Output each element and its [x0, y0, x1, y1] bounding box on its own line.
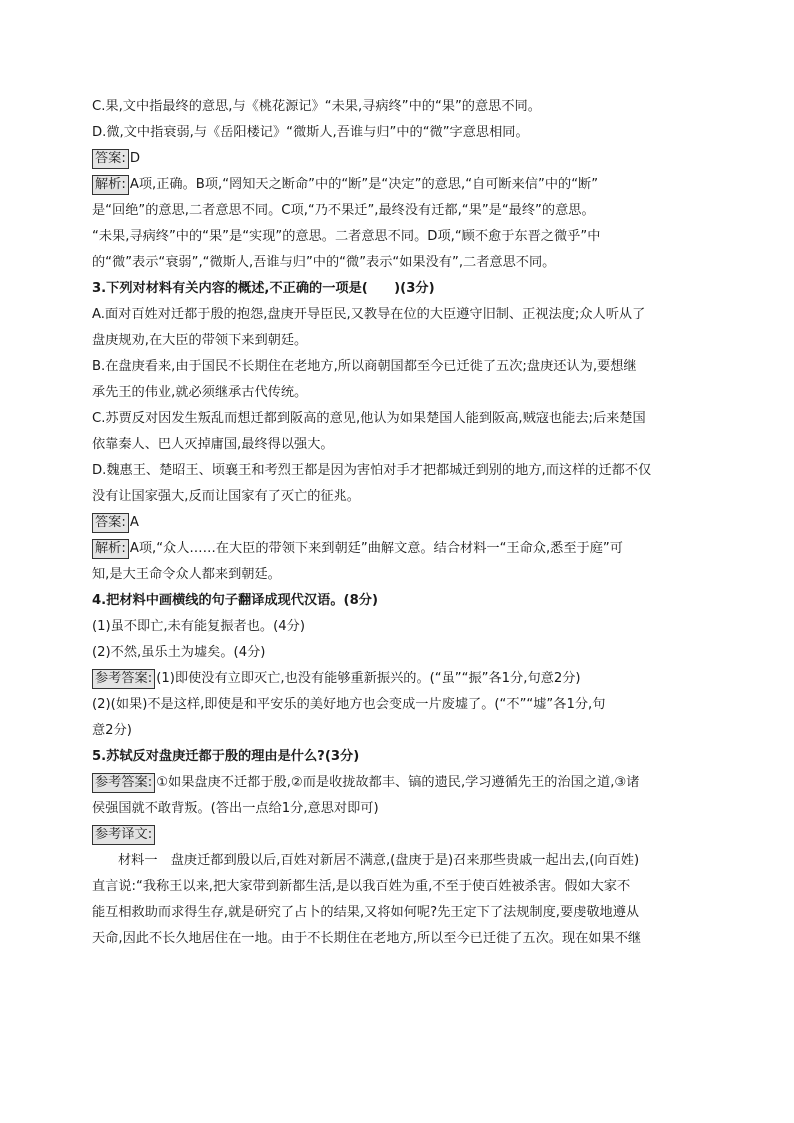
line-text: A项,“众人……在大臣的带领下来到朝廷”曲解文意。结合材料一“王命众,悉至于庭”可	[129, 541, 623, 556]
line-text: (1)虽不即亡,未有能复振者也。(4分)	[92, 619, 305, 634]
option-a	[92, 302, 700, 328]
question-4	[92, 588, 700, 614]
line-text: 直言说:“我称王以来,把大家带到新都生活,是以我百姓为重,不至于使百姓被杀害。假如大家不	[92, 879, 631, 894]
text-line	[92, 94, 700, 120]
line-text: D.微,文中指衰弱,与《岳阳楼记》“微斯人,吾谁与归”中的“微”字意思相同。	[92, 125, 529, 140]
line-text: D.魏惠王、楚昭王、顷襄王和考烈王都是因为害怕对手才把都城迁到别的地方,而这样的迁都不仅	[92, 463, 652, 478]
line-text: 的“微”表示“衰弱”,“微斯人,吾谁与归”中的“微”表示“如果没有”,二者意思不同。	[92, 255, 556, 270]
text-line	[92, 250, 700, 276]
text-line	[92, 796, 700, 822]
answer-line	[92, 510, 700, 536]
text-line	[92, 692, 700, 718]
analysis-line	[92, 172, 700, 198]
line-text: 承先王的伟业,就必须继承古代传统。	[92, 385, 308, 400]
line-text: 天命,因此不长久地居住在一地。由于不长期住在老地方,所以至今已迁徙了五次。现在如果不继	[92, 931, 642, 946]
text-line	[92, 328, 700, 354]
line-text: (2)(如果)不是这样,即使是和平安乐的美好地方也会变成一片废墟了。(“不”“墟”各1分,句	[92, 697, 606, 712]
sub-question-2	[92, 640, 700, 666]
line-text: 是“回绝”的意思,二者意思不同。C项,“乃不果迁”,最终没有迁都,“果”是“最终”的意思。	[92, 203, 595, 218]
line-text: A	[129, 515, 139, 530]
reference-answer-line	[92, 666, 700, 692]
text-line	[92, 900, 700, 926]
text-line	[92, 926, 700, 952]
analysis-tag: 解析:	[92, 175, 129, 195]
option-b	[92, 354, 700, 380]
reference-translation-tag: 参考译文:	[92, 825, 155, 845]
text-line	[92, 224, 700, 250]
question-5	[92, 744, 700, 770]
reference-answer-tag: 参考答案:	[92, 669, 155, 689]
line-text: C.果,文中指最终的意思,与《桃花源记》“未果,寻病终”中的“果”的意思不同。	[92, 99, 541, 114]
reference-answer-line	[92, 770, 700, 796]
line-text: D	[129, 151, 140, 166]
question-text: 5.苏轼反对盘庚迁都于殷的理由是什么?(3分)	[92, 749, 360, 764]
line-text: ①如果盘庚不迁都于殷,②而是收拢故都丰、镐的遗民,学习遵循先王的治国之道,③诸	[156, 775, 640, 790]
answer-line	[92, 146, 700, 172]
line-text: 知,是大王命令众人都来到朝廷。	[92, 567, 281, 582]
text-line	[92, 484, 700, 510]
text-line	[92, 380, 700, 406]
line-text: (1)即使没有立即灭亡,也没有能够重新振兴的。(“虽”“振”各1分,句意2分)	[156, 671, 581, 686]
line-text: 能互相救助而求得生存,就是研究了占卜的结果,又将如何呢?先王定下了法规制度,要虔敬地遵从	[92, 905, 640, 920]
analysis-tag: 解析:	[92, 539, 129, 559]
line-text: C.苏贾反对因发生叛乱而想迁都到阪高的意见,他认为如果楚国人能到阪高,贼寇也能去;后来楚国	[92, 411, 646, 426]
line-text: 侯强国就不敢背叛。(答出一点给1分,意思对即可)	[92, 801, 379, 816]
reference-answer-tag: 参考答案:	[92, 773, 155, 793]
question-3	[92, 276, 700, 302]
question-text: 4.把材料中画横线的句子翻译成现代汉语。(8分)	[92, 593, 378, 608]
text-line	[92, 874, 700, 900]
answer-tag: 答案:	[92, 149, 129, 169]
question-text: 3.下列对材料有关内容的概述,不正确的一项是( )(3分)	[92, 281, 435, 296]
line-text: (2)不然,虽乐土为墟矣。(4分)	[92, 645, 266, 660]
line-text: 材料一 盘庚迁都到殷以后,百姓对新居不满意,(盘庚于是)召来那些贵戚一起出去,(向百姓)	[118, 853, 640, 868]
text-line	[92, 198, 700, 224]
option-c	[92, 406, 700, 432]
line-text: A项,正确。B项,“罔知天之断命”中的“断”是“决定”的意思,“自可断来信”中的“断”	[129, 177, 599, 192]
line-text: A.面对百姓对迁都于殷的抱怨,盘庚开导臣民,又教导在位的大臣遵守旧制、正视法度;众人听从了	[92, 307, 646, 322]
text-line	[92, 562, 700, 588]
line-text: “未果,寻病终”中的“果”是“实现”的意思。二者意思不同。D项,“顾不愈于东晋之微乎”中	[92, 229, 601, 244]
document-page	[92, 94, 700, 952]
line-text: 依靠秦人、巴人灭掉庸国,最终得以强大。	[92, 437, 334, 452]
option-d	[92, 458, 700, 484]
analysis-line	[92, 536, 700, 562]
answer-tag: 答案:	[92, 513, 129, 533]
sub-question-1	[92, 614, 700, 640]
line-text: 盘庚规劝,在大臣的带领下来到朝廷。	[92, 333, 308, 348]
text-line	[92, 432, 700, 458]
translation-paragraph-start	[92, 848, 700, 874]
line-text: 意2分)	[92, 723, 132, 738]
reference-translation-line	[92, 822, 700, 848]
text-line	[92, 120, 700, 146]
text-line	[92, 718, 700, 744]
line-text: 没有让国家强大,反而让国家有了灭亡的征兆。	[92, 489, 360, 504]
line-text: B.在盘庚看来,由于国民不长期住在老地方,所以商朝国都至今已迁徙了五次;盘庚还认为,要想继	[92, 359, 637, 374]
